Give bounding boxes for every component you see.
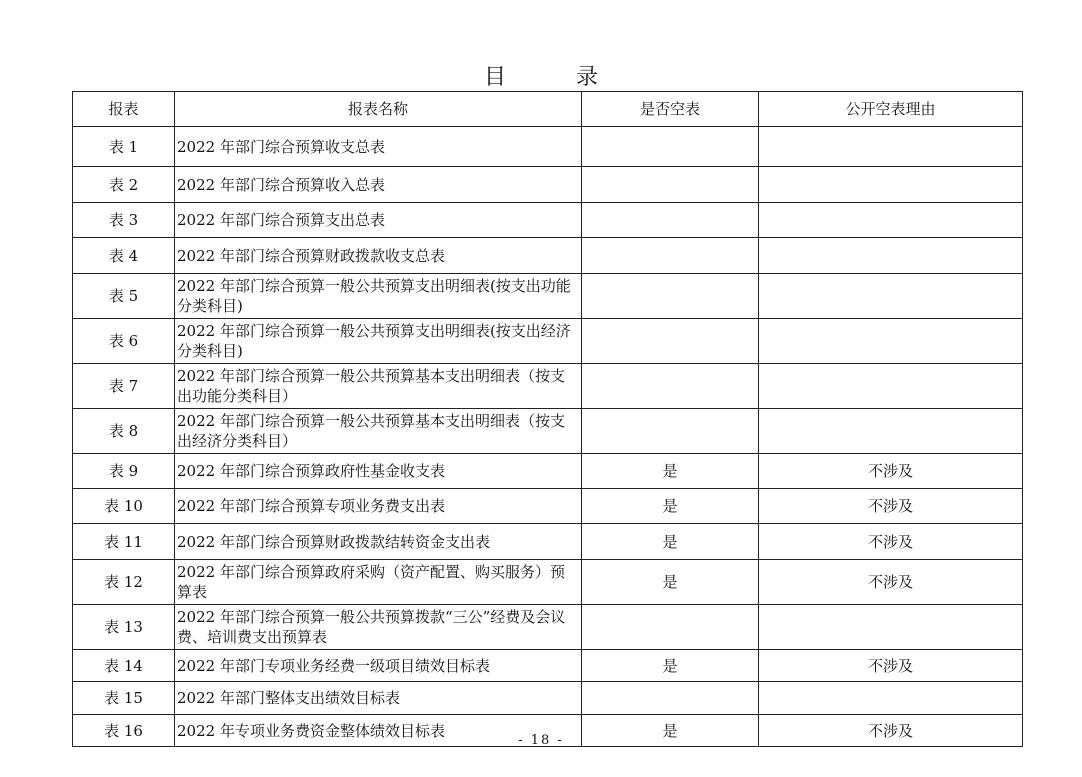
report-number: 表 6: [73, 319, 175, 364]
reason: [759, 409, 1023, 454]
reason: [759, 364, 1023, 409]
reason: [759, 319, 1023, 364]
report-number: 表 9: [73, 454, 175, 489]
header-report-name: 报表名称: [175, 92, 582, 127]
table-row: [73, 650, 1023, 682]
report-number: 表 13: [73, 605, 175, 650]
header-report: 报表: [73, 92, 175, 127]
reason: [759, 127, 1023, 167]
is-empty: [582, 203, 759, 238]
report-number: 表 14: [73, 650, 175, 682]
toc-table: [72, 91, 1023, 747]
title-char-1: 目: [483, 65, 506, 90]
table-row: [73, 560, 1023, 605]
report-name: 2022 年部门综合预算收支总表: [175, 127, 582, 167]
reason: 不涉及: [759, 560, 1023, 605]
is-empty: [582, 274, 759, 319]
table-row: [73, 127, 1023, 167]
report-name: 2022 年部门综合预算一般公共预算拨款“三公”经费及会议费、培训费支出预算表: [175, 605, 582, 650]
report-number: 表 2: [73, 167, 175, 203]
table-row: [73, 274, 1023, 319]
report-name: 2022 年部门综合预算一般公共预算支出明细表(按支出经济分类科目): [175, 319, 582, 364]
reason: 不涉及: [759, 715, 1023, 747]
reason: 不涉及: [759, 489, 1023, 524]
table-row: [73, 319, 1023, 364]
table-row: [73, 605, 1023, 650]
report-name: 2022 年专项业务费资金整体绩效目标表: [175, 715, 582, 747]
is-empty: [582, 167, 759, 203]
report-name: 2022 年部门综合预算财政拨款结转资金支出表: [175, 524, 582, 560]
table-row: [73, 454, 1023, 489]
table-row: [73, 238, 1023, 274]
is-empty: [582, 238, 759, 274]
page-title: [0, 60, 1082, 91]
is-empty: 是: [582, 560, 759, 605]
table-row: [73, 409, 1023, 454]
report-name: 2022 年部门综合预算一般公共预算支出明细表(按支出功能分类科目): [175, 274, 582, 319]
report-number: 表 16: [73, 715, 175, 747]
header-is-empty: 是否空表: [582, 92, 759, 127]
is-empty: 是: [582, 524, 759, 560]
page-number: - 18 -: [518, 733, 564, 748]
is-empty: [582, 409, 759, 454]
report-name: 2022 年部门综合预算一般公共预算基本支出明细表（按支出功能分类科目）: [175, 364, 582, 409]
report-name: 2022 年部门专项业务经费一级项目绩效目标表: [175, 650, 582, 682]
is-empty: [582, 127, 759, 167]
reason: [759, 238, 1023, 274]
report-name: 2022 年部门综合预算政府性基金收支表: [175, 454, 582, 489]
table-row: [73, 682, 1023, 715]
report-number: 表 7: [73, 364, 175, 409]
report-name: 2022 年部门综合预算收入总表: [175, 167, 582, 203]
report-number: 表 5: [73, 274, 175, 319]
report-number: 表 1: [73, 127, 175, 167]
table-row: [73, 524, 1023, 560]
report-name: 2022 年部门综合预算支出总表: [175, 203, 582, 238]
reason: [759, 605, 1023, 650]
report-name: 2022 年部门综合预算政府采购（资产配置、购买服务）预算表: [175, 560, 582, 605]
reason: 不涉及: [759, 454, 1023, 489]
report-number: 表 3: [73, 203, 175, 238]
reason: 不涉及: [759, 650, 1023, 682]
reason: [759, 274, 1023, 319]
reason: [759, 203, 1023, 238]
is-empty: 是: [582, 454, 759, 489]
table-row: [73, 489, 1023, 524]
is-empty: [582, 605, 759, 650]
reason: [759, 167, 1023, 203]
header-reason: 公开空表理由: [759, 92, 1023, 127]
report-number: 表 10: [73, 489, 175, 524]
table-row: [73, 203, 1023, 238]
header-row: [73, 92, 1023, 127]
report-name: 2022 年部门综合预算专项业务费支出表: [175, 489, 582, 524]
is-empty: 是: [582, 489, 759, 524]
report-name: 2022 年部门整体支出绩效目标表: [175, 682, 582, 715]
report-name: 2022 年部门综合预算财政拨款收支总表: [175, 238, 582, 274]
report-name: 2022 年部门综合预算一般公共预算基本支出明细表（按支出经济分类科目）: [175, 409, 582, 454]
report-number: 表 12: [73, 560, 175, 605]
is-empty: 是: [582, 715, 759, 747]
report-number: 表 8: [73, 409, 175, 454]
report-number: 表 4: [73, 238, 175, 274]
report-number: 表 15: [73, 682, 175, 715]
reason: [759, 682, 1023, 715]
is-empty: [582, 319, 759, 364]
is-empty: 是: [582, 650, 759, 682]
title-char-2: 录: [576, 65, 599, 90]
table-row: [73, 364, 1023, 409]
is-empty: [582, 682, 759, 715]
table-row: [73, 167, 1023, 203]
is-empty: [582, 364, 759, 409]
report-number: 表 11: [73, 524, 175, 560]
reason: 不涉及: [759, 524, 1023, 560]
